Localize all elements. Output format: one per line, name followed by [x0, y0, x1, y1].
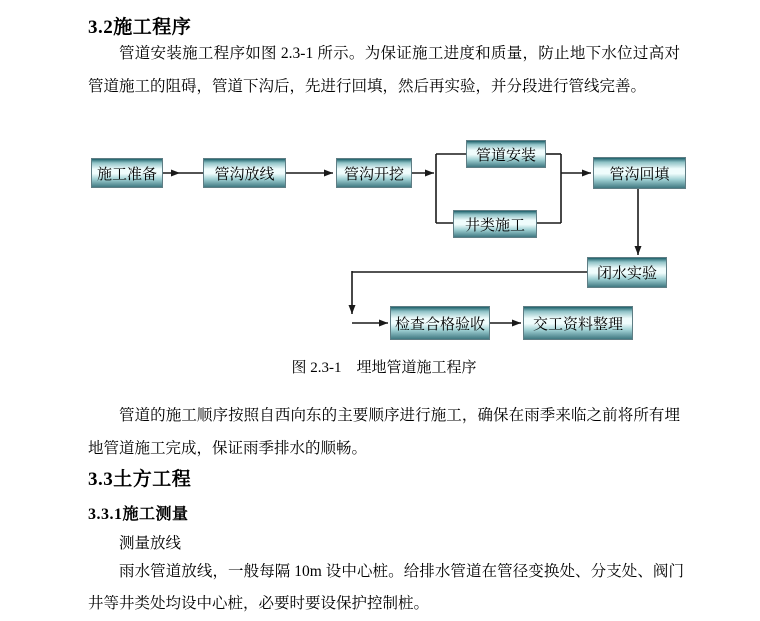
flowchart-node-trench-backfill: 管沟回填 — [593, 157, 686, 189]
flowchart-node-well-construction: 井类施工 — [453, 210, 537, 238]
heading-3-2: 3.2施工程序 — [88, 17, 192, 38]
flowchart-node-inspection-acceptance: 检查合格验收 — [390, 306, 490, 340]
heading-3-3-1: 3.3.1施工测量 — [88, 506, 189, 523]
heading-3-3: 3.3土方工程 — [88, 469, 192, 490]
paragraph-sequence: 管道的施工顺序按照自西向东的主要顺序进行施工，确保在雨季来临之前将所有埋地管道施工完成，保证雨季排水的顺畅。 — [88, 407, 680, 457]
figure-caption: 图 2.3-1 埋地管道施工程序 — [291, 360, 477, 376]
flowchart-node-trench-layout: 管沟放线 — [203, 158, 286, 188]
paragraph-intro: 管道安装施工程序如图 2.3-1 所示。为保证施工进度和质量，防止地下水位过高对管道施工的阻碍，管道下沟后，先进行回填，然后再实验，并分段进行管线完善。 — [88, 45, 680, 95]
flowchart-node-construction-prep: 施工准备 — [91, 158, 163, 188]
flowchart-node-handover-documents: 交工资料整理 — [523, 306, 633, 340]
flowchart-node-trench-excavation: 管沟开挖 — [336, 158, 412, 188]
flowchart-node-pipe-installation: 管道安装 — [466, 140, 546, 168]
flowchart-node-water-tightness-test: 闭水实验 — [587, 257, 667, 288]
paragraph-survey-body: 雨水管道放线，一般每隔 10m 设中心桩。给排水管道在管径变换处、分支处、阀门井等井类处均设中心桩，必要时要设保护控制桩。 — [88, 563, 684, 612]
paragraph-survey-title: 测量放线 — [119, 535, 182, 552]
